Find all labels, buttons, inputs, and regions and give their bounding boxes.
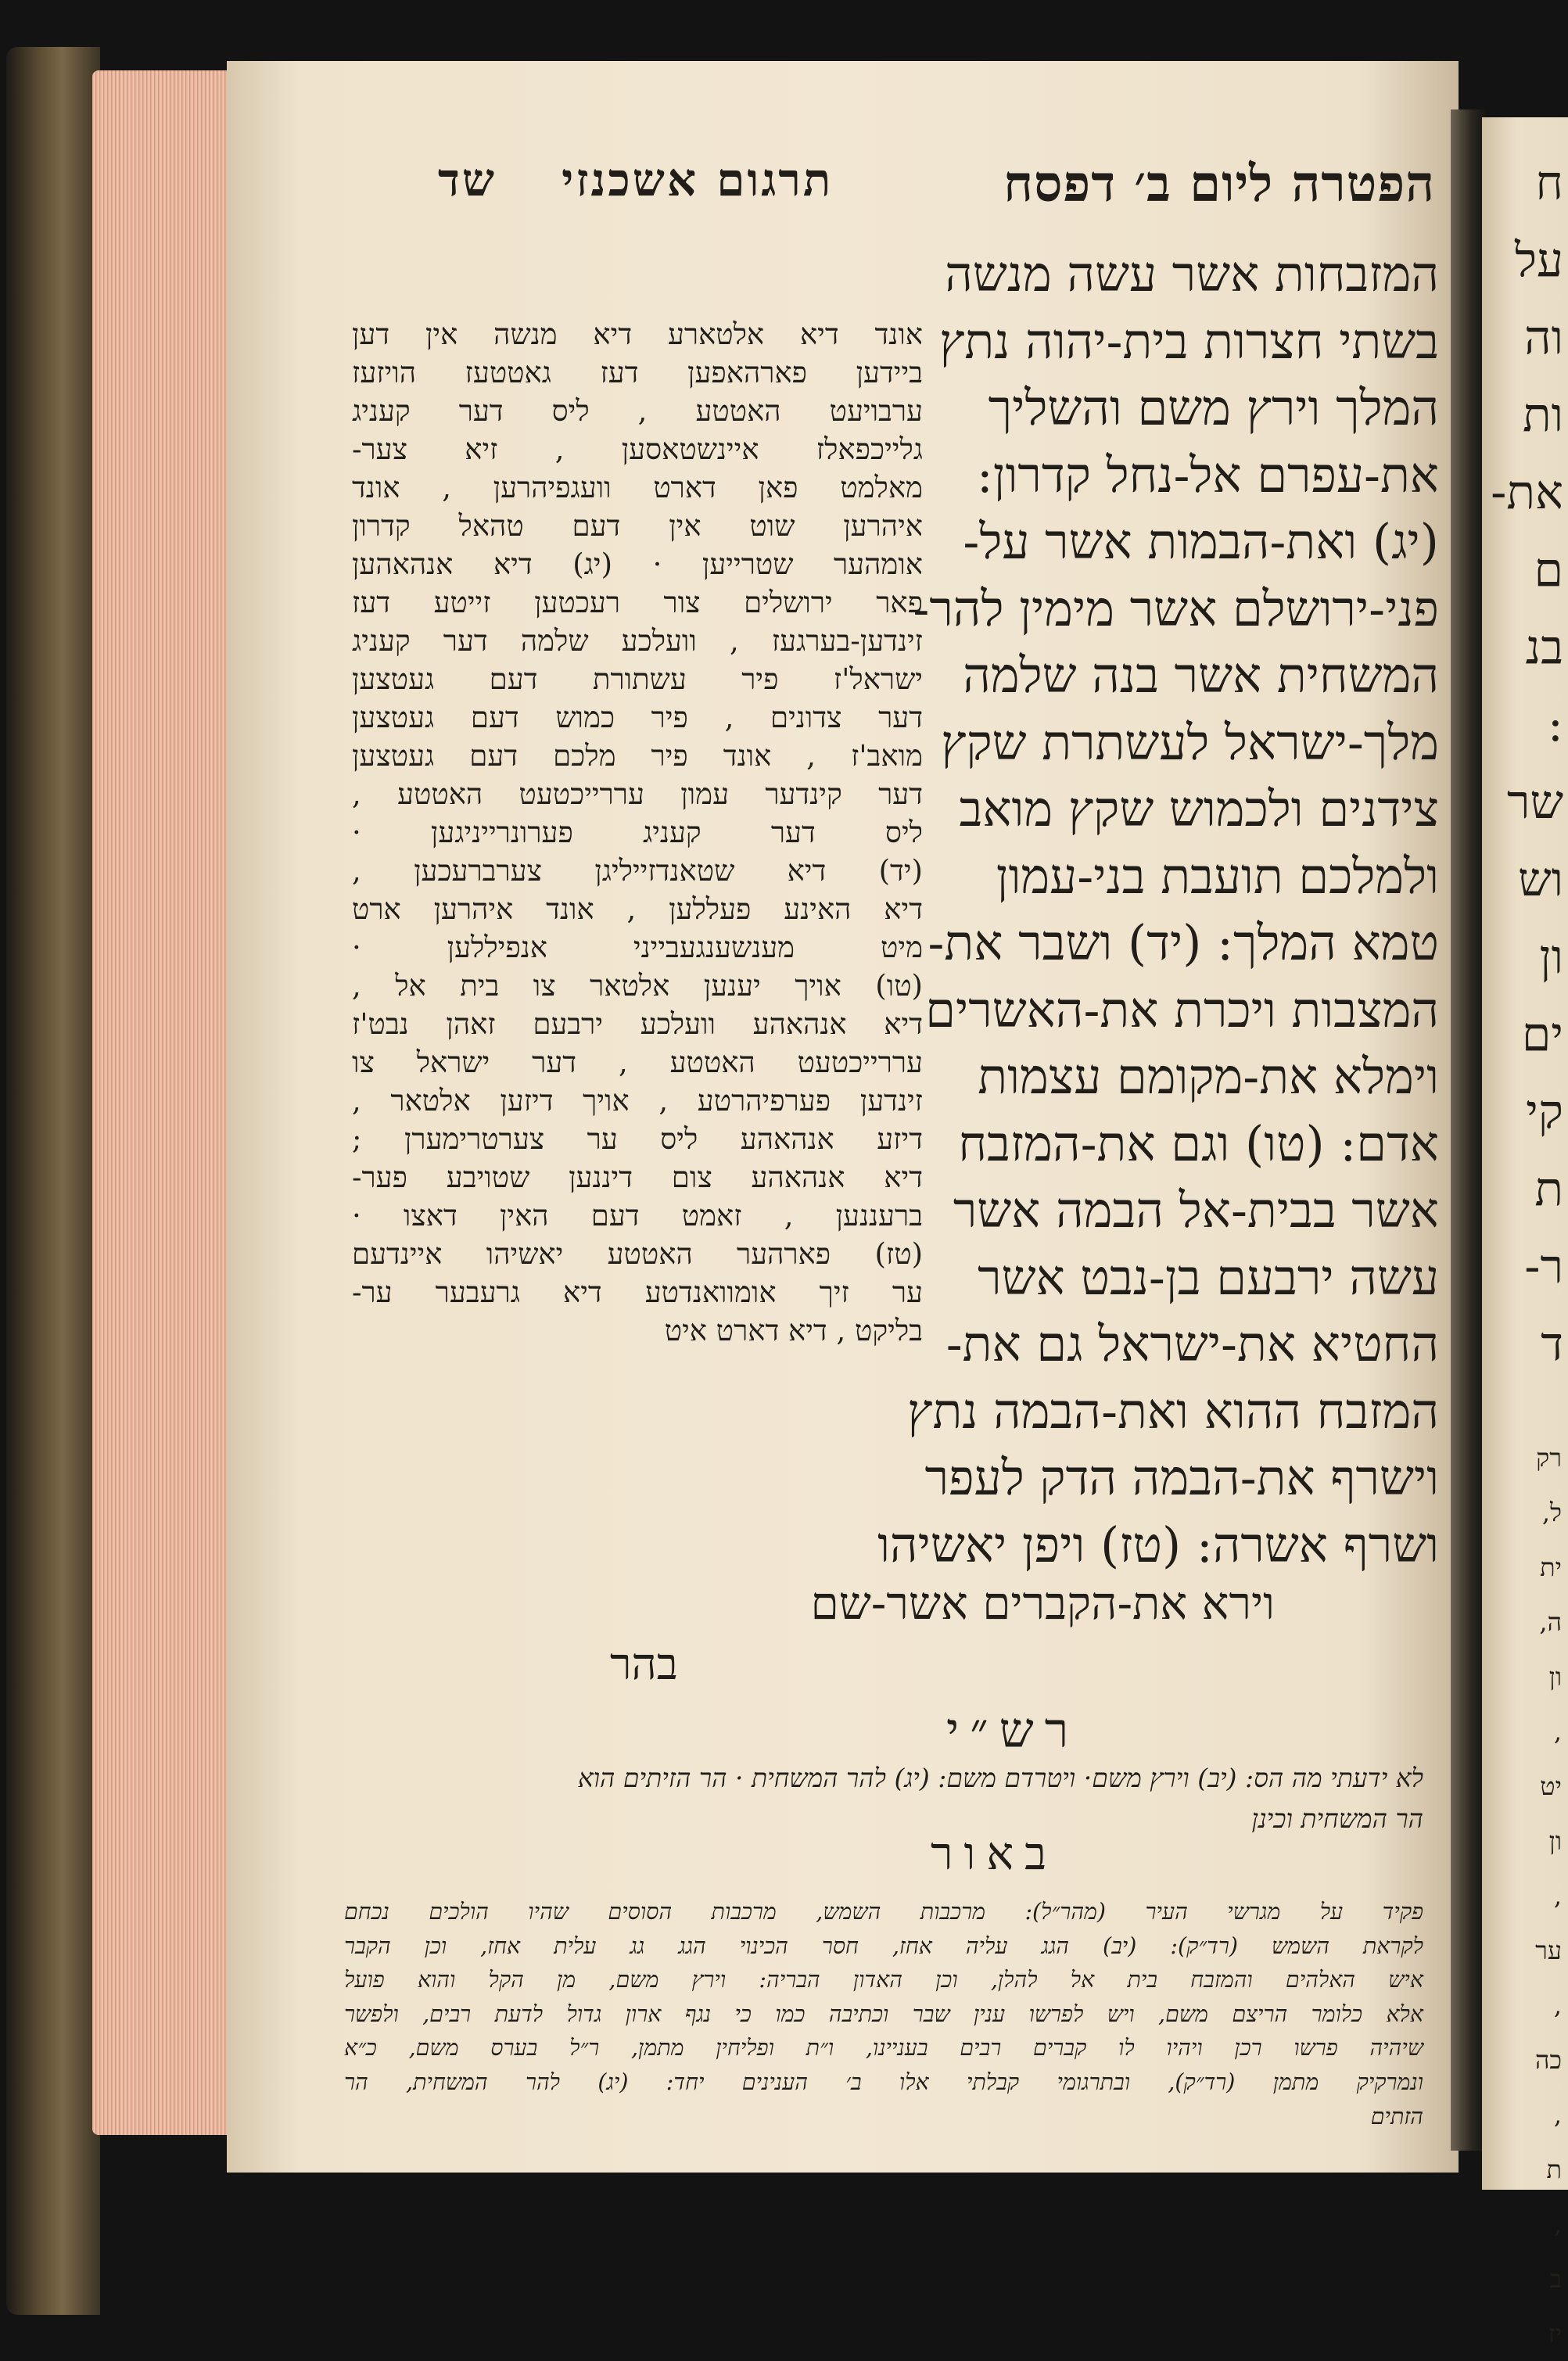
- rashi-line: לא ידעתי מה הס: (יב) וירץ משם· ויטרדם משם: (יג) להר המשחית · הר הזיתים הוא: [577, 1763, 1423, 1793]
- translation-line: ערבויעט האטטע , ליס דער קעניג: [352, 394, 923, 428]
- hebrew-line: ולמלכם תועבת בני-עמון: [996, 847, 1439, 905]
- facing-page-small-text: ון: [1548, 1826, 1562, 1856]
- facing-page-text: וש: [1518, 852, 1563, 907]
- facing-page-text: בנ: [1525, 620, 1563, 675]
- hebrew-line: אשר בבית-אל הבמה אשר: [953, 1182, 1439, 1239]
- translation-line: ביידען פארהאפען דעז גאטטעז הויזעז: [352, 356, 923, 389]
- facing-page-text: ר-: [1524, 1240, 1563, 1294]
- translation-line: ישראל'ז פיר עשתורת דעם געטצען: [352, 662, 923, 696]
- hebrew-line: צידנים ולכמוש שקץ מואב: [959, 780, 1439, 838]
- facing-page-text: ון: [1539, 930, 1563, 985]
- facing-page-text: ם: [1534, 543, 1563, 597]
- hebrew-line: וימלא את-מקומם עצמות: [978, 1048, 1439, 1105]
- facing-page-small-text: כה: [1534, 2045, 1562, 2075]
- translation-line: דער קינדער עמון עררייכטעט האטטע ,: [352, 777, 923, 811]
- hebrew-line: טמא המלך: (יד) ושבר את-: [928, 914, 1439, 971]
- facing-page-small-text: ל,: [1541, 1498, 1562, 1527]
- hebrew-line: אדם: (טו) וגם את-המזבח: [958, 1114, 1439, 1172]
- translation-line: דיא אנהאהע וועלכע ירבעם זאהן נבט'ז: [352, 1007, 923, 1041]
- hebrew-line: המצבות ויכרת את-האשרים: [925, 981, 1439, 1039]
- facing-page-text: את-: [1491, 465, 1563, 520]
- translation-line: איהרען שוט אין דעם טהאל קדרון: [352, 509, 923, 543]
- facing-page-small-text: ,: [1553, 2209, 1562, 2239]
- translation-line: גלייכפאלז איינשטאסען , זיא צער-: [352, 432, 923, 466]
- facing-page-small-text: ה,: [1539, 1607, 1562, 1637]
- translation-line: ליס דער קעניג פערונרייניגען ·: [352, 816, 923, 849]
- translation-line: אומהער שטרייען · (יג) דיא אנהאהען: [352, 547, 923, 581]
- hebrew-line: עשה ירבעם בן-נבט אשר: [978, 1248, 1439, 1306]
- facing-page-text: קי: [1526, 1085, 1563, 1139]
- translation-line: עררייכטעט האטטע , דער ישראל צו: [352, 1046, 923, 1079]
- translation-line: דיא האינע פעללען , אונד איהרען ארט: [352, 892, 923, 926]
- book-page: [227, 61, 1459, 2173]
- biur-line: אלא כלומר הריצם משם, ויש לפרשו ענין שבר וכתיבה כמו כי נגף ארון גדול לדעת רבים, ולפשר: [344, 2000, 1423, 2027]
- translation-line: בליקט , דיא דארט איט: [664, 1314, 923, 1347]
- spine-gutter: [1451, 109, 1486, 2151]
- biur-line: ונמרקיק מתמן (רד״ק), ובתרגומי קבלתי אלו ב׳ הענינים יחד: (יג) להר המשחית, הר: [344, 2069, 1423, 2095]
- translation-line: דיזע אנהאהע ליס ער צערטרימערן ;: [352, 1122, 923, 1156]
- facing-page-small-text: ,: [1553, 1881, 1562, 1911]
- hebrew-line: המשחית אשר בנה שלמה: [963, 647, 1439, 704]
- facing-page-text: ד: [1541, 1317, 1563, 1372]
- hebrew-line: ושרף אשרה: (טז) ויפן יאשיהו: [877, 1516, 1439, 1573]
- translation-line: (טז) פארהער האטטע יאשיהו איינדעם: [352, 1237, 923, 1271]
- hebrew-continuation-word: בהר: [610, 1639, 678, 1690]
- biur-title: באור: [931, 1827, 1058, 1880]
- facing-page-text: על: [1514, 233, 1563, 288]
- page-heading-translation: [438, 153, 833, 206]
- hebrew-line: את-עפרם אל-נחל קדרון:: [976, 446, 1439, 504]
- facing-page-text: ים: [1521, 1007, 1563, 1062]
- hebrew-text-column: [877, 241, 1439, 1578]
- facing-page-small-text: ,: [1553, 2100, 1562, 2130]
- facing-page-text: וה: [1524, 310, 1563, 365]
- biur-line: איש האלהים והמזבח בית אל להלן, וכן האדון הבריה: וירץ משם, מן הקל והוא פועל: [344, 1967, 1423, 1993]
- rashi-commentary: [344, 1758, 1423, 1839]
- hebrew-line: החטיא את-ישראל גם את-: [945, 1315, 1439, 1372]
- hebrew-line: מלך-ישראל לעשתרת שקץ: [941, 713, 1439, 771]
- translation-line: מאלמט פאן דארט וועגפיהרען , אונד: [352, 471, 923, 504]
- translation-line: ער זיך אומוואנדטע דיא גרעבער ער-: [352, 1276, 923, 1309]
- translation-line: דיא אנהאהע צום דיננען שטויבע פער-: [352, 1161, 923, 1194]
- page-number: שד: [438, 153, 497, 206]
- translation-line: (טו) אויך יענען אלטאר צו בית אל ,: [352, 969, 923, 1003]
- biur-line: לקראת השמש (רד״ק): (יב) הגג עליה אחז, חסר הכינוי הגג גג עלית אחז, וכן הקבר: [344, 1932, 1423, 1959]
- hebrew-line: וישרף את-הבמה הדק לעפר: [924, 1449, 1439, 1506]
- facing-page-small-text: ,: [1553, 1990, 1562, 2020]
- facing-page-small-text: ית: [1540, 1552, 1562, 1582]
- facing-page-small-text: ,: [1553, 1717, 1562, 1746]
- translation-line: זינדען פערפיהרטע , אויך דיזען אלטאר ,: [352, 1084, 923, 1118]
- facing-page-text: ת: [1534, 1162, 1563, 1217]
- translation-line: מיט מענשענגעבייני אנפיללען ·: [352, 931, 923, 964]
- facing-page-small-text: ת: [1546, 2155, 1562, 2184]
- hebrew-line: פני-ירושלם אשר מימין להר-: [913, 579, 1439, 637]
- translation-heading: תרגום אשכנזי: [562, 153, 834, 206]
- facing-page-fragment: [1482, 117, 1568, 2348]
- translation-line: פאר ירושלים צור רעכטען זייטע דעז: [352, 586, 923, 619]
- translation-line: זינדען-בערגעז , וועלכע שלמה דער קעניג: [352, 624, 923, 658]
- facing-page-small-text: יז: [1548, 2319, 1562, 2348]
- facing-page-small-text: ב: [1549, 2264, 1562, 2294]
- facing-page-text: ות: [1523, 388, 1563, 443]
- page-heading-haftarah: הפטרה ליום ב׳ דפסח: [1003, 155, 1435, 213]
- biur-line: הזתים: [1370, 2103, 1423, 2130]
- translation-line: דער צדונים , פיר כמוש דעם געטצען: [352, 701, 923, 734]
- translation-line: (יד) דיא שטאנדזייליגן צערברעכען ,: [352, 854, 923, 888]
- translation-column: [352, 315, 923, 1350]
- facing-page-small-text: יט: [1540, 1771, 1562, 1801]
- biur-line: שיהיה פרשו רכן ויהיו לו קברים רבים בעניינו, ו״ת ופליחין מתמן, ר״ל בערס משם, כ״א: [344, 2035, 1423, 2061]
- facing-page-small-text: רק: [1536, 1443, 1562, 1473]
- translation-line: אונד דיא אלטארע דיא מנשה אין דען: [352, 318, 923, 351]
- hebrew-continuation-line: וירא את-הקברים אשר-שם: [810, 1577, 1275, 1630]
- hebrew-line: המזבחות אשר עשה מנשה: [945, 246, 1439, 303]
- translation-line: ברעננען , זאמט דעם האין דאצו ·: [352, 1199, 923, 1233]
- facing-page-small-text: ער: [1535, 1936, 1562, 1965]
- facing-page-text: ח: [1535, 156, 1563, 210]
- rashi-line: הר המשחית וכינן: [1251, 1803, 1423, 1834]
- facing-page-text: שר: [1507, 775, 1563, 830]
- book-binding: [6, 47, 100, 2315]
- hebrew-line: בשתי חצרות בית-יהוה נתץ: [939, 312, 1439, 370]
- facing-page-text: :: [1547, 698, 1563, 752]
- page-edges: [92, 70, 241, 2135]
- biur-commentary: [344, 1895, 1423, 2133]
- hebrew-line: המלך וירץ משם והשליך: [988, 379, 1439, 436]
- rashi-title: רש״י: [946, 1702, 1080, 1759]
- biur-line: פקיד על מגרשי העיר (מהר״ל): מרכבות השמש, מרכבות הסוסים שהיו הולכים נכחם: [344, 1899, 1423, 1925]
- facing-page-small-text: ון: [1548, 1662, 1562, 1692]
- hebrew-line: (יג) ואת-הבמות אשר על-: [963, 513, 1439, 570]
- hebrew-line: המזבח ההוא ואת-הבמה נתץ: [907, 1382, 1439, 1440]
- translation-line: מואב'ז , אונד פיר מלכם דעם געטצען: [352, 739, 923, 773]
